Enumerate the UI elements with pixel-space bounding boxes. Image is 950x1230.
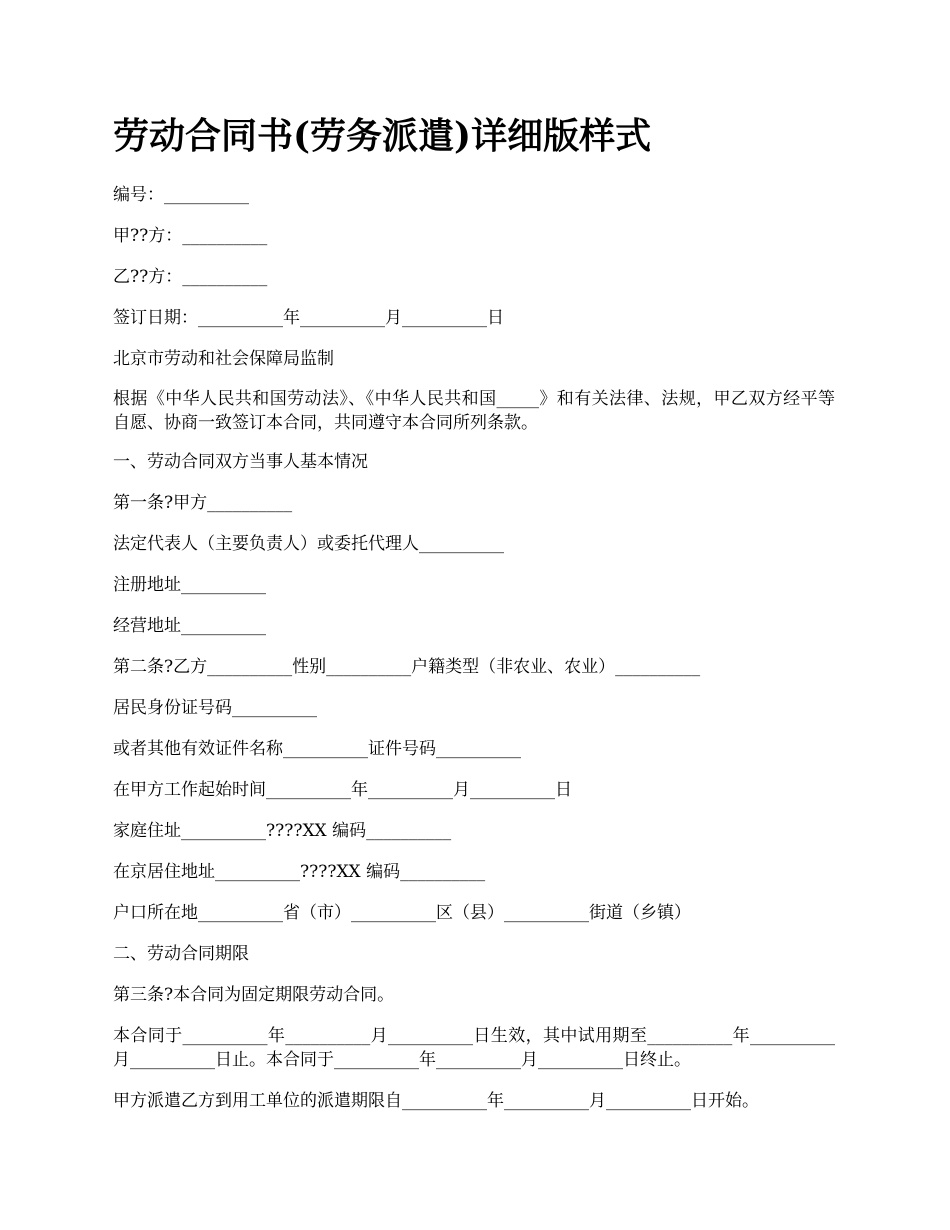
party-b-line: 乙??方：__________ (113, 267, 268, 287)
article-3-line: 第三条?本合同为固定期限劳动合同。 (113, 985, 395, 1005)
article-2-line: 第二条?乙方__________性别__________户籍类型（非农业、农业）__________ (113, 657, 701, 677)
hukou-line: 户口所在地__________省（市）__________区（县）__________街道（乡镇） (113, 903, 691, 923)
supervisor-line: 北京市劳动和社会保障局监制 (113, 349, 334, 369)
business-address-line: 经营地址__________ (113, 616, 266, 636)
document-title: 劳动合同书(劳务派遣)详细版样式 (113, 115, 652, 157)
sign-date-line: 签订日期：__________年__________月__________日 (113, 308, 504, 328)
legal-representative-line: 法定代表人（主要负责人）或委托代理人__________ (113, 534, 504, 554)
preamble-paragraph: 根据《中华人民共和国劳动法》、《中华人民共和国_____》和有关法律、法规，甲乙双方经平等自愿、协商一致签订本合同，共同遵守本合同所列条款。 (113, 389, 835, 433)
dispatch-period-line: 甲方派遣乙方到用工单位的派遣期限自__________年__________月__________日开始。 (113, 1091, 759, 1111)
section-heading: 二、劳动合同期限 (113, 944, 249, 964)
other-id-line: 或者其他有效证件名称__________证件号码__________ (113, 739, 521, 759)
start-work-line: 在甲方工作起始时间__________年__________月__________日 (113, 780, 572, 800)
party-a-line: 甲??方：__________ (113, 226, 268, 246)
article-1-line: 第一条?甲方__________ (113, 493, 293, 513)
contract-term-paragraph: 本合同于__________年__________月__________日生效，其中试用期至__________年__________月__________日止。本合同于__________年__________月__________日终止。 (113, 1026, 835, 1070)
registered-address-line: 注册地址__________ (113, 575, 266, 595)
contract-number-line: 编号：__________ (113, 185, 249, 205)
id-number-line: 居民身份证号码__________ (113, 698, 317, 718)
home-address-line: 家庭住址__________????XX 编码__________ (113, 821, 452, 841)
section-heading: 一、劳动合同双方当事人基本情况 (113, 452, 368, 472)
beijing-address-line: 在京居住地址__________????XX 编码__________ (113, 862, 486, 882)
